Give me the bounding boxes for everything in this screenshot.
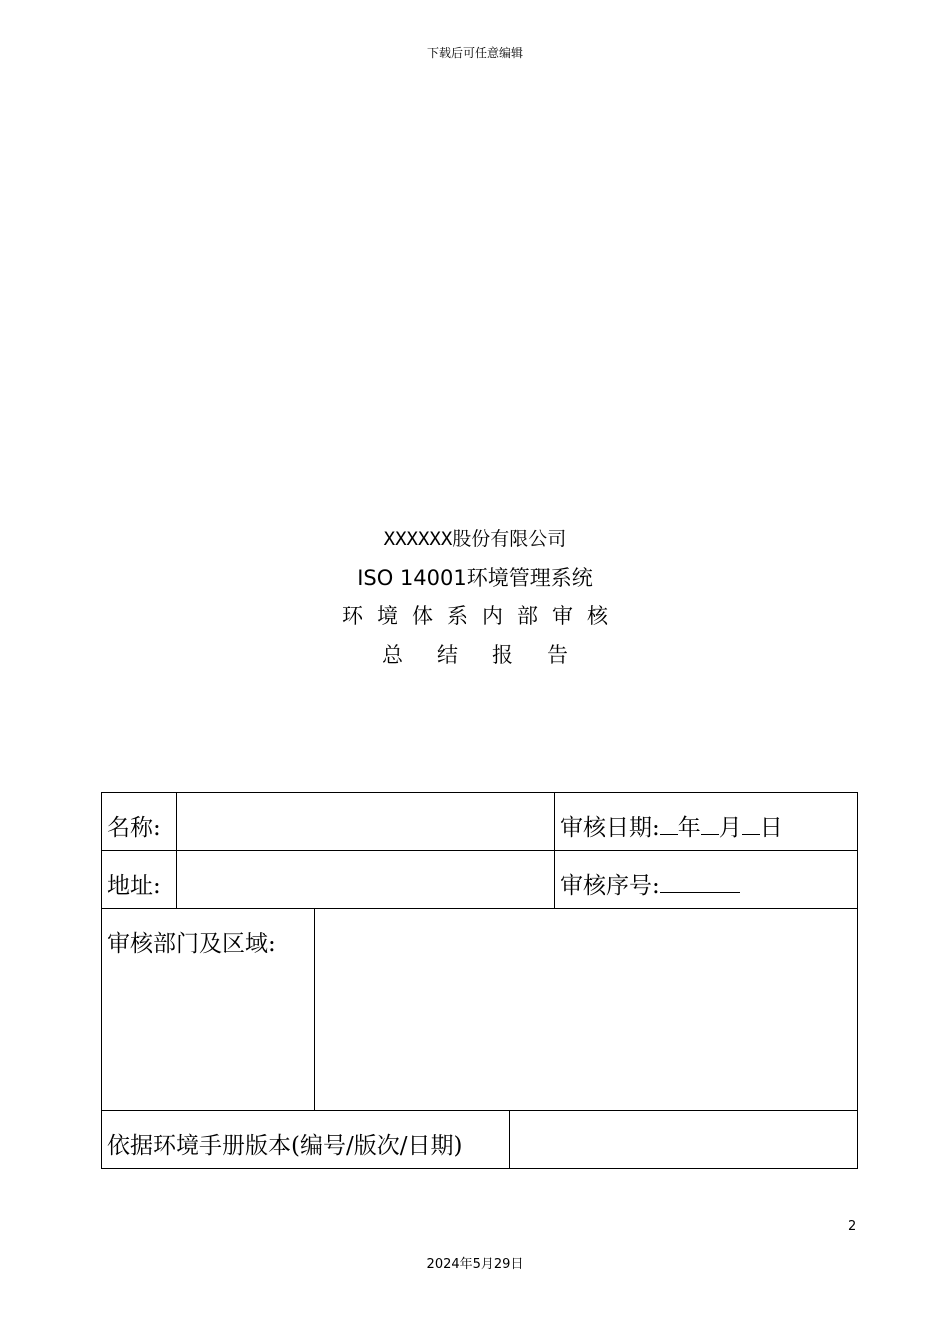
- audit-no-cell[interactable]: [554, 850, 858, 909]
- audit-no-label: 审核序号:: [560, 873, 660, 899]
- year-blank[interactable]: [660, 814, 678, 835]
- name-value-cell[interactable]: [176, 792, 555, 851]
- report-title: 总结报告: [382, 642, 602, 667]
- audit-title: 环境体系内部审核: [342, 604, 622, 628]
- dept-label-cell: [101, 908, 315, 1111]
- dept-value-cell[interactable]: [314, 908, 858, 1111]
- title-block: [0, 520, 950, 674]
- manual-value-cell[interactable]: [509, 1110, 858, 1169]
- name-label: 名称:: [107, 815, 161, 841]
- audit-info-table: [101, 792, 858, 1169]
- header-note: 下载后可任意编辑: [426, 46, 523, 60]
- month-blank[interactable]: [701, 814, 719, 835]
- audit-date-cell[interactable]: [554, 792, 858, 851]
- audit-date-label: 审核日期:: [560, 815, 660, 841]
- date-day-label: 日: [759, 815, 783, 841]
- date-month-label: 月: [718, 815, 742, 841]
- name-label-cell: [101, 792, 177, 851]
- company-name: XXXXXX股份有限公司: [383, 528, 567, 550]
- page-number: 2: [848, 1219, 857, 1234]
- address-label: 地址:: [107, 873, 161, 899]
- address-value-cell[interactable]: [176, 850, 555, 909]
- audit-no-blank[interactable]: [660, 872, 740, 893]
- address-label-cell: [101, 850, 177, 909]
- manual-label-cell: [101, 1110, 510, 1169]
- standard-title: ISO 14001环境管理系统: [357, 565, 593, 590]
- date-year-label: 年: [677, 815, 701, 841]
- footer-date: 2024年5月29日: [426, 1257, 524, 1272]
- dept-label: 审核部门及区域:: [107, 931, 276, 957]
- day-blank[interactable]: [742, 814, 760, 835]
- manual-label: 依据环境手册版本(编号/版次/日期): [107, 1133, 463, 1159]
